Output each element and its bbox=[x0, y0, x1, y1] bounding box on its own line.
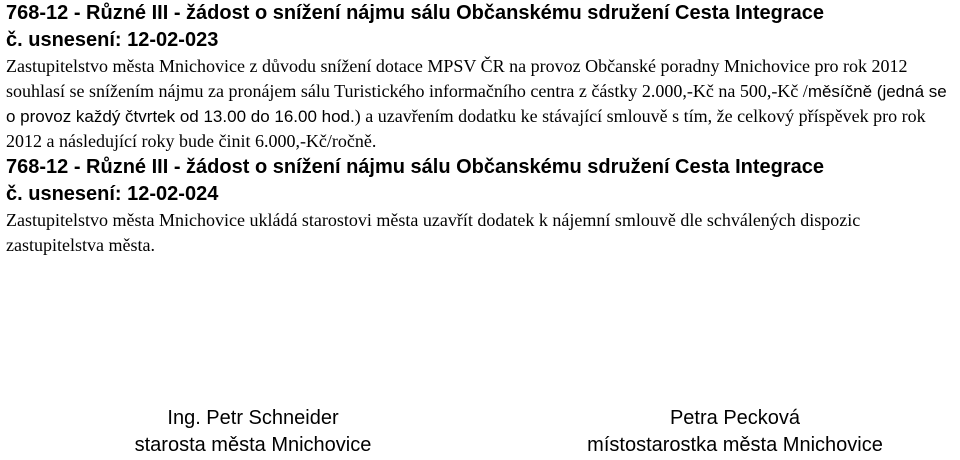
signature-title: starosta města Mnichovice bbox=[134, 434, 372, 456]
resolution-document bbox=[6, 0, 956, 258]
resolution-heading bbox=[6, 0, 956, 54]
resolution-section-024 bbox=[6, 154, 956, 258]
resolution-text: Zastupitelstvo města Mnichovice ukládá starostovi města uzavřít dodatek k nájemní smlouvě dle schválených dispozic zastupitelstva města. bbox=[6, 210, 861, 255]
signature-title: místostarostka města Mnichovice bbox=[587, 434, 883, 456]
resolution-text-part: měsíčně (jedná se o provoz každý čtvrtek od 13.00 do 16.00 hod. bbox=[6, 82, 947, 126]
resolution-number: č. usnesení: 12-02-023 bbox=[6, 29, 219, 51]
resolution-heading bbox=[6, 154, 956, 208]
signature-block bbox=[0, 405, 960, 460]
resolution-text-part: ) a uzavřením dodatku ke stávající smlouvě s tím, že celkový příspěvek pro rok 2012 a následující roky bude činit 6.000,-Kč/ročně. bbox=[6, 106, 926, 151]
signature-name: Ing. Petr Schneider bbox=[167, 407, 339, 429]
resolution-section-023 bbox=[6, 0, 956, 154]
signature-mayor bbox=[123, 405, 383, 459]
resolution-number: č. usnesení: 12-02-024 bbox=[6, 183, 219, 205]
signature-deputy-mayor bbox=[560, 405, 910, 459]
resolution-title: 768-12 - Různé III - žádost o snížení nájmu sálu Občanskému sdružení Cesta Integrace bbox=[6, 156, 825, 178]
resolution-text-part: Zastupitelstvo města Mnichovice z důvodu snížení dotace MPSV ČR na provoz Občanské poradny Mnichovice pro rok 2012 souhlasí se snížením nájmu za pronájem sálu Turistického informačního centra z částky 2.000,-Kč na 500,-Kč / bbox=[6, 56, 908, 101]
resolution-text bbox=[6, 54, 956, 154]
resolution-title: 768-12 - Různé III - žádost o snížení nájmu sálu Občanskému sdružení Cesta Integrace bbox=[6, 2, 825, 24]
signature-name: Petra Pecková bbox=[669, 407, 801, 429]
